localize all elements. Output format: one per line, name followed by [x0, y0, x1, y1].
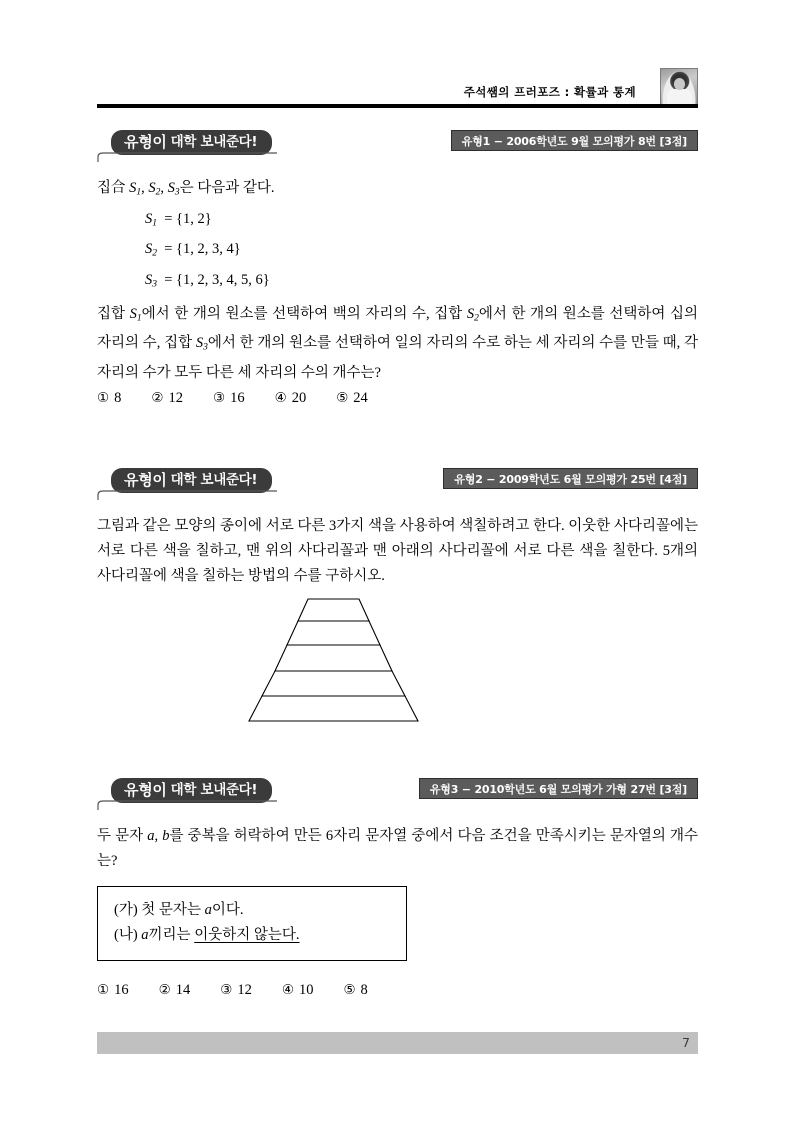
choice-option[interactable] — [97, 386, 121, 410]
header-divider — [97, 104, 698, 108]
problem-3-body — [97, 824, 698, 874]
p1-sym-3-idx: 3 — [203, 342, 208, 353]
problem-1-body — [97, 302, 698, 386]
trapezoid-tier-4 — [262, 671, 405, 696]
choice-number: ⑤ — [343, 982, 356, 997]
choice-value: 8 — [114, 389, 122, 406]
document-header — [97, 68, 698, 106]
choice-value: 14 — [175, 982, 191, 998]
p3-var-b: b — [162, 828, 170, 844]
choice-number: ① — [97, 982, 110, 997]
choice-number: ③ — [220, 982, 233, 997]
choice-value: 10 — [298, 982, 314, 998]
trapezoid-tier-2 — [287, 621, 380, 645]
badge-tail-rule — [97, 490, 698, 500]
choice-option[interactable] — [282, 978, 314, 1002]
problem-1-source-text: 유형1 − 2006학년도 9월 모의평가 8번 [3점] — [461, 134, 687, 148]
problem-2-source-text: 유형2 − 2009학년도 6월 모의평가 25번 [4점] — [454, 472, 687, 486]
condition-pre: 첫 문자는 — [137, 902, 205, 918]
problem-1-set-line: $S_3 = \{1$, 2, 3, 4, 5, 6} — [145, 271, 270, 290]
problem-1 — [97, 130, 698, 410]
condition-var: a — [141, 927, 149, 943]
trapezoid-tier-5 — [249, 696, 418, 721]
badge-tail-rule — [97, 800, 698, 810]
choice-option[interactable] — [275, 386, 307, 410]
p3-part-1: 두 문자 — [97, 828, 148, 844]
p1-sym-2-idx: 2 — [474, 313, 479, 324]
choice-option[interactable] — [343, 978, 367, 1002]
choice-value: 20 — [291, 389, 307, 406]
condition-box — [97, 886, 407, 961]
problem-1-source-label — [451, 130, 698, 151]
problem-1-badge-row — [97, 130, 698, 162]
condition-var: a — [204, 902, 212, 918]
header-title: 주석쌤의 프러포즈 : 확률과 통계 — [463, 85, 636, 99]
p1-sym-2: S — [466, 305, 475, 322]
problem-3 — [97, 778, 698, 1002]
set-3-value: = {1, 2, 3, 4, 5, 6} — [164, 271, 270, 288]
p3-part-2: , — [154, 828, 163, 844]
p3-part-3: 를 중복을 허락하여 만든 6자리 문자열 중에서 다음 조건을 만족시키는 문자열의 개수는? — [97, 828, 698, 869]
trapezoid-stack-figure — [97, 597, 698, 723]
choice-number: ① — [97, 389, 110, 405]
set-1-index: 1 — [152, 218, 157, 229]
choice-number: ④ — [274, 389, 287, 405]
choice-number: ⑤ — [336, 389, 349, 405]
trapezoid-tier-3 — [275, 645, 392, 671]
problem-3-badge-row — [97, 778, 698, 810]
problem-2-badge-row — [97, 468, 698, 500]
choice-value: 8 — [360, 982, 368, 998]
series-badge-strong: 유형이 — [124, 133, 167, 151]
choice-option[interactable] — [151, 386, 183, 410]
p1-sym-3: S — [195, 335, 204, 352]
page-number: 7 — [682, 1035, 690, 1050]
problem-2 — [97, 468, 698, 723]
choice-number: ② — [151, 389, 164, 405]
condition-post: 이다. — [211, 902, 244, 918]
problem-3-source-text: 유형3 − 2010학년도 6월 모의평가 가형 27번 [3점] — [429, 782, 687, 796]
trapezoid-tier-1 — [298, 599, 369, 621]
series-badge-rest: 대학 보내준다! — [170, 471, 258, 488]
choice-option[interactable] — [220, 978, 252, 1002]
p1-part-2: 에서 한 개의 원소를 선택하여 백의 자리의 수, 집합 — [141, 305, 467, 322]
set-2-value: = {1, 2, 3, 4} — [164, 241, 241, 258]
condition-post: 끼리는 — [148, 927, 195, 943]
series-badge-rest: 대학 보내준다! — [170, 781, 258, 798]
instructor-photo-icon — [660, 68, 698, 106]
p1-sym-1-idx: 1 — [136, 313, 142, 324]
footer-bar — [97, 1032, 698, 1054]
set-2-index: 2 — [152, 248, 157, 259]
set-1-value: = {1, 2} — [164, 210, 212, 227]
choice-number: ② — [158, 982, 171, 997]
choice-value: 12 — [168, 389, 183, 406]
condition-tag: (나) — [114, 927, 138, 943]
series-badge-strong: 유형이 — [124, 781, 167, 799]
choice-option[interactable] — [97, 978, 129, 1002]
choice-value: 12 — [237, 982, 252, 998]
choice-option[interactable] — [213, 386, 245, 410]
p1-part-3: 에서 한 개의 원소를 선택하여 십의 자리의 수, 집합 — [97, 305, 698, 352]
series-badge-rest: 대학 보내준다! — [170, 133, 258, 150]
p1-part-1: 집합 — [97, 305, 130, 322]
problem-1-choices — [97, 386, 698, 410]
condition-line — [114, 898, 390, 923]
choice-option[interactable] — [336, 386, 368, 410]
condition-line — [114, 923, 390, 948]
choice-value: 16 — [230, 389, 245, 406]
problem-1-set-line: $S_2 = \{1$, 2, 3, 4} — [145, 241, 241, 259]
condition-underlined: 이웃하지 않는다. — [194, 927, 300, 943]
choice-value: 16 — [114, 982, 129, 998]
problem-2-body: 그림과 같은 모양의 종이에 서로 다른 3가지 색을 사용하여 색칠하려고 한다. 이웃한 사다리꼴에는 서로 다른 색을 칠하고, 맨 위의 사다리꼴과 맨 아래의 사다리꼴에 서로 다른 색을 칠한다. 5개의 사다리꼴에 색을 칠하는 방법의 수를 구하시오. — [97, 518, 698, 584]
problem-3-source-label — [419, 778, 698, 799]
p3-var-a: a — [147, 828, 155, 844]
problem-1-intro: 집合 $S_1$, $S_2$, $S_3$은 다음과 같다. — [97, 180, 275, 198]
p1-part-4: 에서 한 개의 원소를 선택하여 일의 자리의 수로 하는 세 자리의 수를 만들 때, 각 자리의 수가 모두 다른 세 자리의 수의 개수는? — [97, 335, 698, 381]
choice-number: ③ — [212, 389, 226, 405]
choice-option[interactable] — [159, 978, 191, 1002]
badge-tail-rule — [97, 152, 698, 162]
choice-number: ④ — [281, 982, 294, 997]
problem-1-set-line: $S_1 = \{1$, 2} — [145, 210, 212, 229]
problem-2-source-label — [443, 468, 698, 489]
condition-tag: (가) — [114, 902, 138, 918]
set-3-index: 3 — [152, 279, 157, 290]
problem-3-choices — [97, 978, 698, 1002]
p1-sym-1: S — [129, 305, 137, 322]
series-badge-strong: 유형이 — [124, 471, 167, 489]
choice-value: 24 — [353, 389, 368, 406]
